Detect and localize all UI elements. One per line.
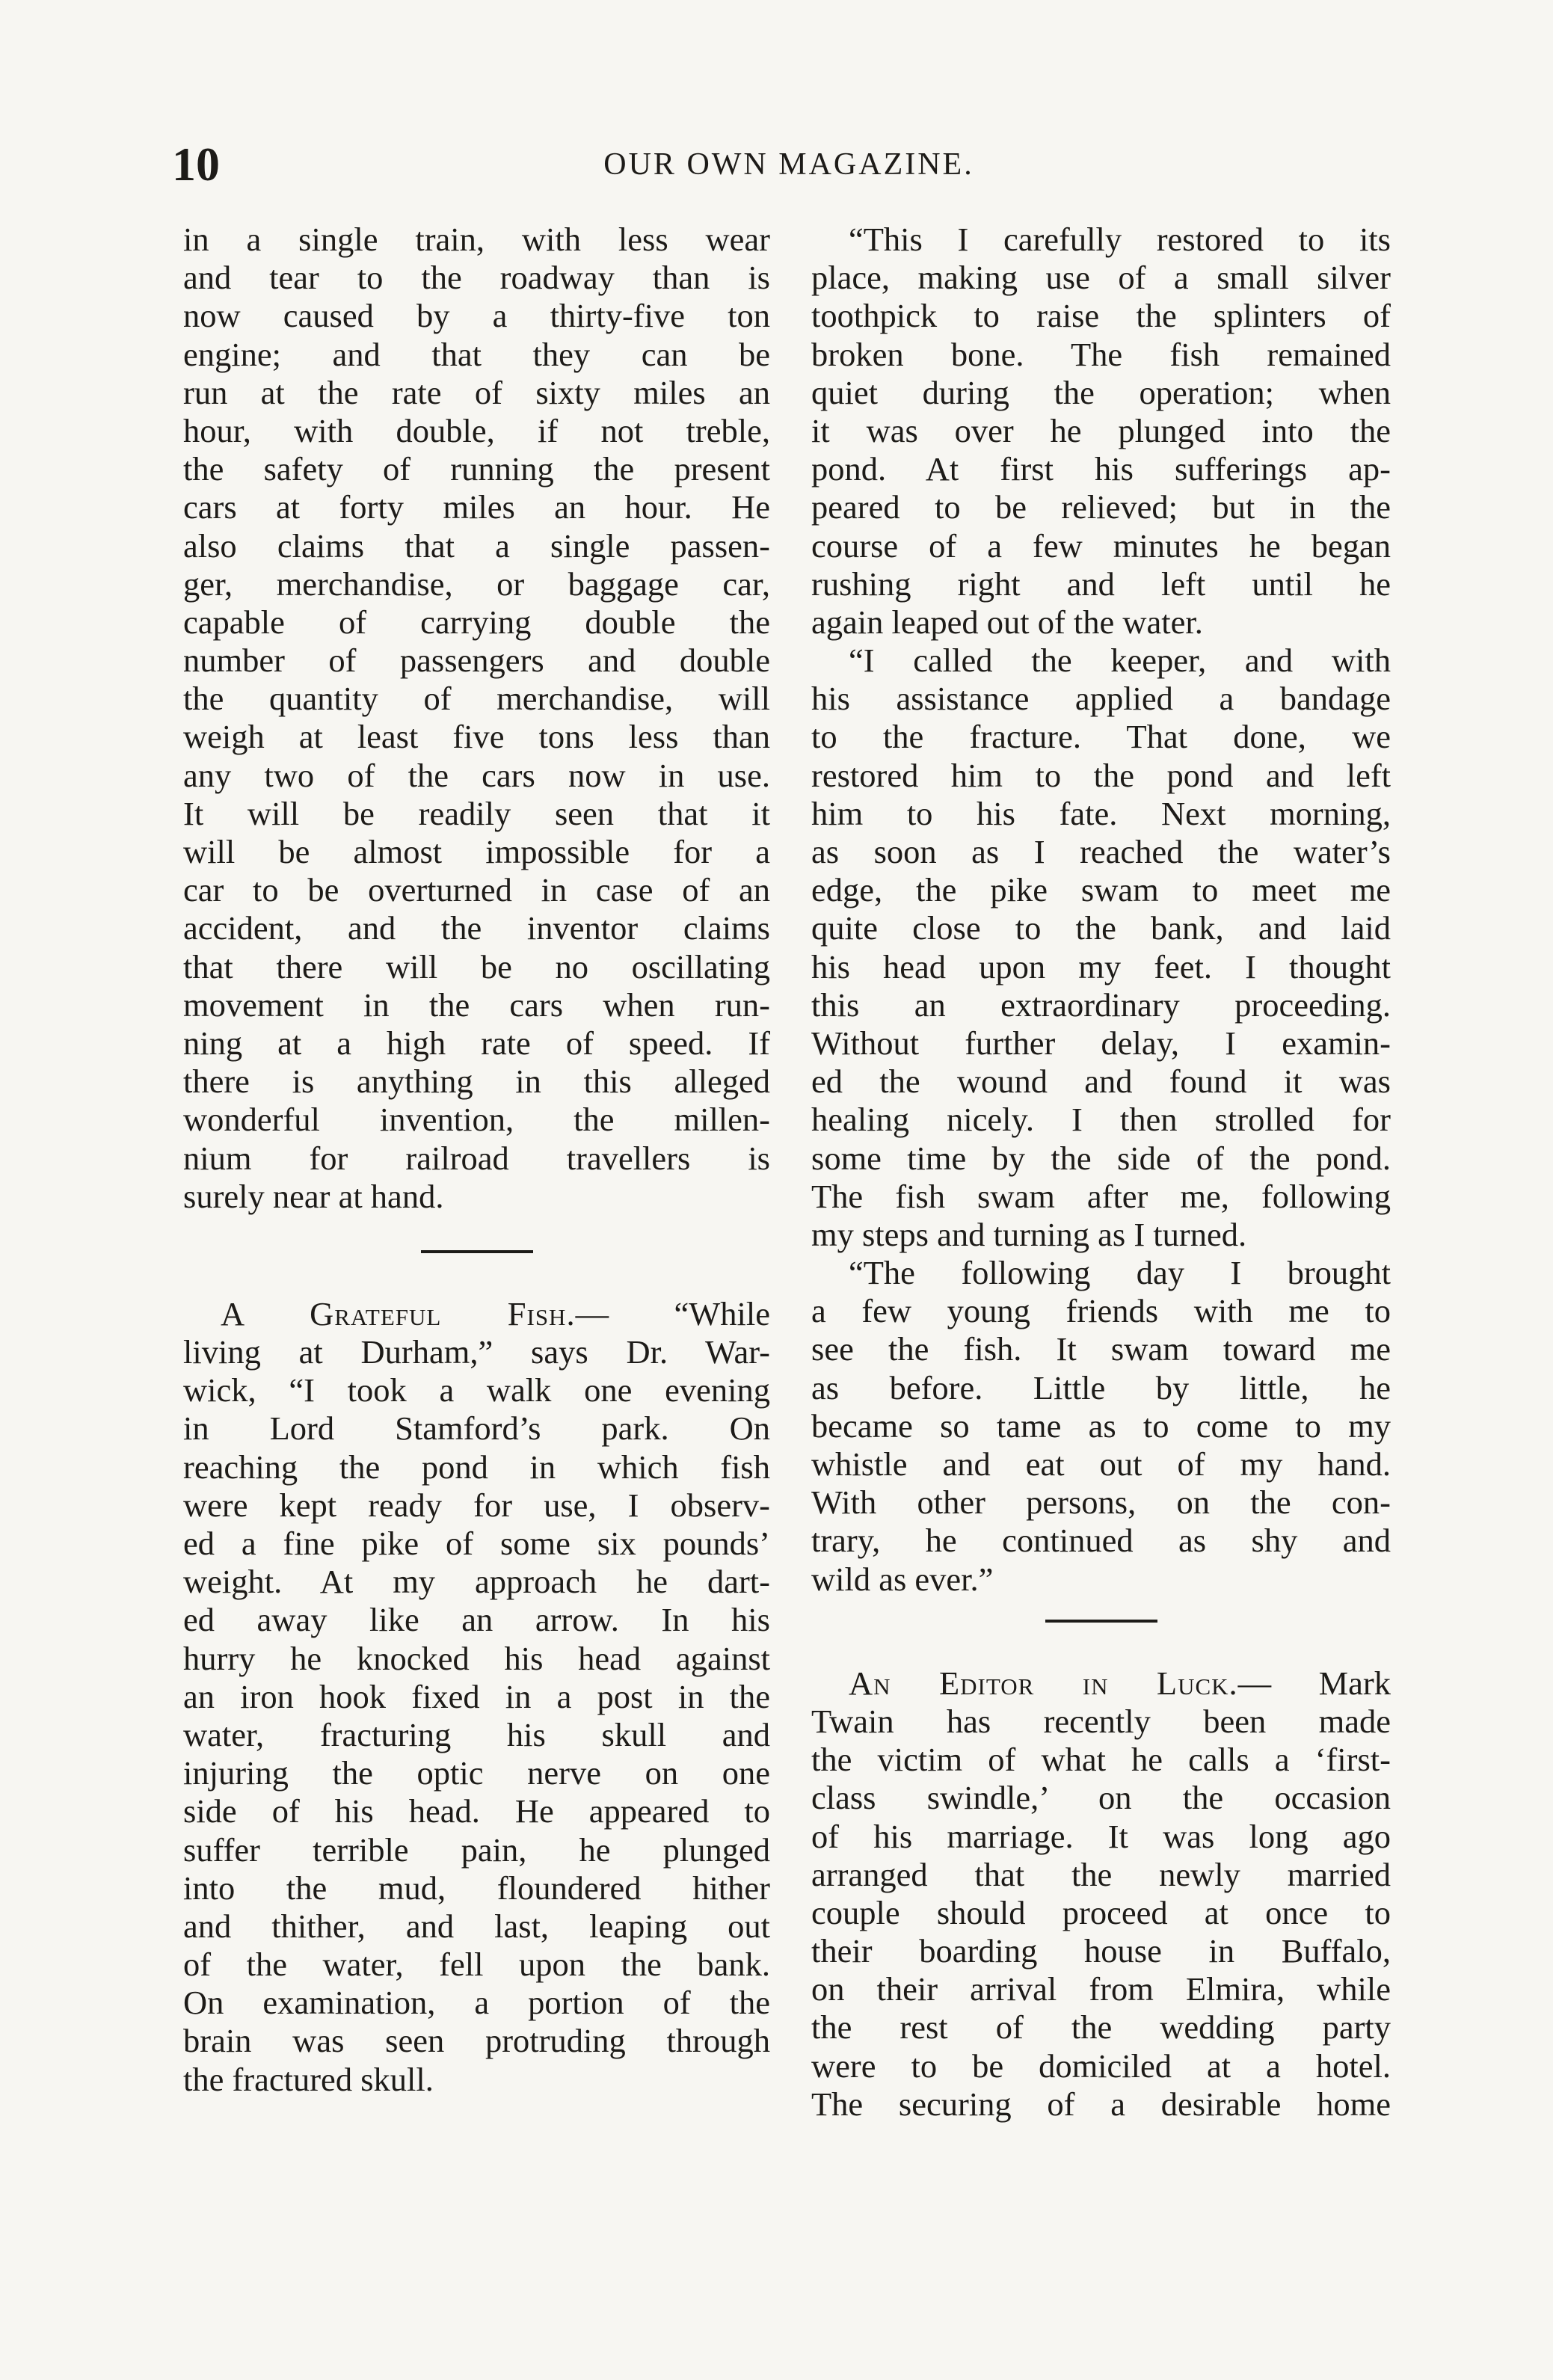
text-line: With other persons, on the con-	[811, 1483, 1391, 1522]
text-line: some time by the side of the pond.	[811, 1139, 1391, 1177]
text-line: wick, “I took a walk one evening	[183, 1371, 770, 1409]
text-line: and thither, and last, leaping out	[183, 1907, 770, 1945]
text-line: as soon as I reached the water’s	[811, 833, 1391, 870]
text-line: an iron hook fixed in a post in the	[183, 1677, 770, 1715]
text-line: peared to be relieved; but in the	[811, 488, 1391, 526]
text-line: there is anything in this alleged	[183, 1063, 770, 1101]
text-line: his assistance applied a bandage	[811, 680, 1391, 718]
article-heading: An Editor in Luck.	[849, 1664, 1238, 1702]
text-line: “This I carefully restored to its	[849, 221, 1391, 258]
article-first-line	[811, 1664, 1391, 1703]
text-line: into the mud, floundered hither	[183, 1869, 770, 1907]
text-line: quiet during the operation; when	[811, 373, 1391, 411]
text-line: also claims that a single passen-	[183, 526, 770, 565]
text-line: The fish swam after me, following	[811, 1177, 1391, 1215]
text-line: “I called the keeper, and with	[849, 642, 1391, 680]
page-number: 10	[172, 138, 220, 191]
text-line: ger, merchandise, or baggage car,	[183, 565, 770, 603]
text-line: my steps and turning as I turned.	[811, 1215, 1247, 1253]
text-line: any two of the cars now in use.	[183, 756, 770, 794]
spacer	[811, 1623, 1391, 1664]
text-line: side of his head. He appeared to	[183, 1792, 770, 1830]
text-line: restored him to the pond and left	[811, 756, 1391, 794]
text-line: healing nicely. I then strolled for	[811, 1101, 1391, 1139]
editor-in-luck-article	[811, 1664, 1391, 2124]
text-line: weigh at least five tons less than	[183, 718, 770, 756]
text-line: wonderful invention, the millen-	[183, 1101, 770, 1139]
text-line: and tear to the roadway than is	[183, 259, 770, 297]
text-line: to the fracture. That done, we	[811, 718, 1391, 756]
text-line: nium for railroad travellers is	[183, 1139, 770, 1177]
text-line: reaching the pond in which fish	[183, 1448, 770, 1486]
text-line: class swindle,’ on the occasion	[811, 1779, 1391, 1817]
text-line: ning at a high rate of speed. If	[183, 1024, 770, 1062]
text-line: place, making use of a small silver	[811, 259, 1391, 297]
text-line: the rest of the wedding party	[811, 2008, 1391, 2047]
text-line: him to his fate. Next morning,	[811, 794, 1391, 832]
text-line: it was over he plunged into the	[811, 411, 1391, 449]
text-line: hurry he knocked his head against	[183, 1639, 770, 1677]
text-line: arranged that the newly married	[811, 1855, 1391, 1893]
article-body	[811, 1703, 1391, 2124]
text-line: run at the rate of sixty miles an	[183, 373, 770, 411]
text-line: course of a few minutes he began	[811, 526, 1391, 565]
right-column	[811, 221, 1391, 2124]
text-line: cars at forty miles an hour. He	[183, 488, 770, 526]
article-heading: A Grateful Fish.	[221, 1294, 576, 1332]
text-line: hour, with double, if not treble,	[183, 411, 770, 449]
text-line: in Lord Stamford’s park. On	[183, 1409, 770, 1448]
spacer	[183, 1253, 770, 1295]
text-line: their boarding house in Buffalo,	[811, 1932, 1391, 1970]
keeper-paragraph	[811, 642, 1391, 1254]
text-line: suffer terrible pain, he plunged	[183, 1830, 770, 1869]
text-line: ed away like an arrow. In his	[183, 1601, 770, 1639]
spacer	[183, 1216, 770, 1250]
text-line: of his marriage. It was long ago	[811, 1817, 1391, 1855]
fish-continued-paragraph	[811, 221, 1391, 642]
text-line: pond. At first his sufferings ap-	[811, 450, 1391, 488]
text-line: injuring the optic nerve on one	[183, 1754, 770, 1792]
railroad-article	[183, 221, 770, 1216]
text-line: Without further delay, I examin-	[811, 1024, 1391, 1062]
text-line: a few young friends with me to	[811, 1292, 1391, 1330]
magazine-title: OUR OWN MAGAZINE.	[603, 147, 974, 182]
text-line: the fractured skull.	[183, 2060, 434, 2098]
text-line: edge, the pike swam to meet me	[811, 871, 1391, 909]
left-column	[183, 221, 770, 2099]
text-line: this an extraordinary proceeding.	[811, 985, 1391, 1024]
text-line: number of passengers and double	[183, 642, 770, 680]
text-line: were kept ready for use, I observ-	[183, 1486, 770, 1524]
text-line: ed the wound and found it was	[811, 1063, 1391, 1101]
text-line: wild as ever.”	[811, 1560, 994, 1598]
text-line: on their arrival from Elmira, while	[811, 1970, 1391, 2008]
text-line: accident, and the inventor claims	[183, 909, 770, 947]
text-line: surely near at hand.	[183, 1177, 444, 1215]
spacer	[811, 1599, 1391, 1620]
text-line: On examination, a portion of the	[183, 1984, 770, 2022]
text-line: as before. Little by little, he	[811, 1368, 1391, 1406]
article-lead-text: — Mark	[1237, 1664, 1391, 1702]
text-line: of the water, fell upon the bank.	[183, 1946, 770, 1984]
text-line: the quantity of merchandise, will	[183, 680, 770, 718]
text-line: broken bone. The fish remained	[811, 335, 1391, 373]
grateful-fish-article	[183, 1295, 770, 2099]
page-header	[172, 135, 1406, 194]
text-line: engine; and that they can be	[183, 335, 770, 373]
text-line: were to be domiciled at a hotel.	[811, 2047, 1391, 2085]
text-line: see the fish. It swam toward me	[811, 1330, 1391, 1368]
text-line: trary, he continued as shy and	[811, 1522, 1391, 1560]
text-line: Twain has recently been made	[811, 1702, 1391, 1740]
text-line: couple should proceed at once to	[811, 1893, 1391, 1931]
text-line: now caused by a thirty-five ton	[183, 297, 770, 335]
text-line: became so tame as to come to my	[811, 1406, 1391, 1445]
text-line: whistle and eat out of my hand.	[811, 1445, 1391, 1483]
text-line: water, fracturing his skull and	[183, 1715, 770, 1753]
text-line: his head upon my feet. I thought	[811, 947, 1391, 985]
text-line: will be almost impossible for a	[183, 833, 770, 870]
text-line: toothpick to raise the splinters of	[811, 297, 1391, 335]
article-first-line	[183, 1295, 770, 1333]
text-line: in a single train, with less wear	[183, 221, 770, 258]
text-line: the safety of running the present	[183, 450, 770, 488]
following-day-paragraph	[811, 1254, 1391, 1599]
text-line: weight. At my approach he dart-	[183, 1563, 770, 1601]
text-line: again leaped out of the water.	[811, 603, 1203, 641]
text-line: capable of carrying double the	[183, 603, 770, 641]
text-line: “The following day I brought	[849, 1254, 1391, 1292]
text-line: car to be overturned in case of an	[183, 871, 770, 909]
text-line: movement in the cars when run-	[183, 985, 770, 1024]
text-line: brain was seen protruding through	[183, 2022, 770, 2060]
article-lead-text: — “While	[575, 1294, 770, 1332]
text-line: quite close to the bank, and laid	[811, 909, 1391, 947]
article-body	[183, 1333, 770, 2099]
text-line: rushing right and left until he	[811, 565, 1391, 603]
text-line: The securing of a desirable home	[811, 2085, 1391, 2123]
text-line: ed a fine pike of some six pounds’	[183, 1525, 770, 1562]
text-line: that there will be no oscillating	[183, 947, 770, 985]
text-line: It will be readily seen that it	[183, 794, 770, 832]
text-line: living at Durham,” says Dr. War-	[183, 1333, 770, 1371]
text-line: the victim of what he calls a ‘first-	[811, 1741, 1391, 1779]
